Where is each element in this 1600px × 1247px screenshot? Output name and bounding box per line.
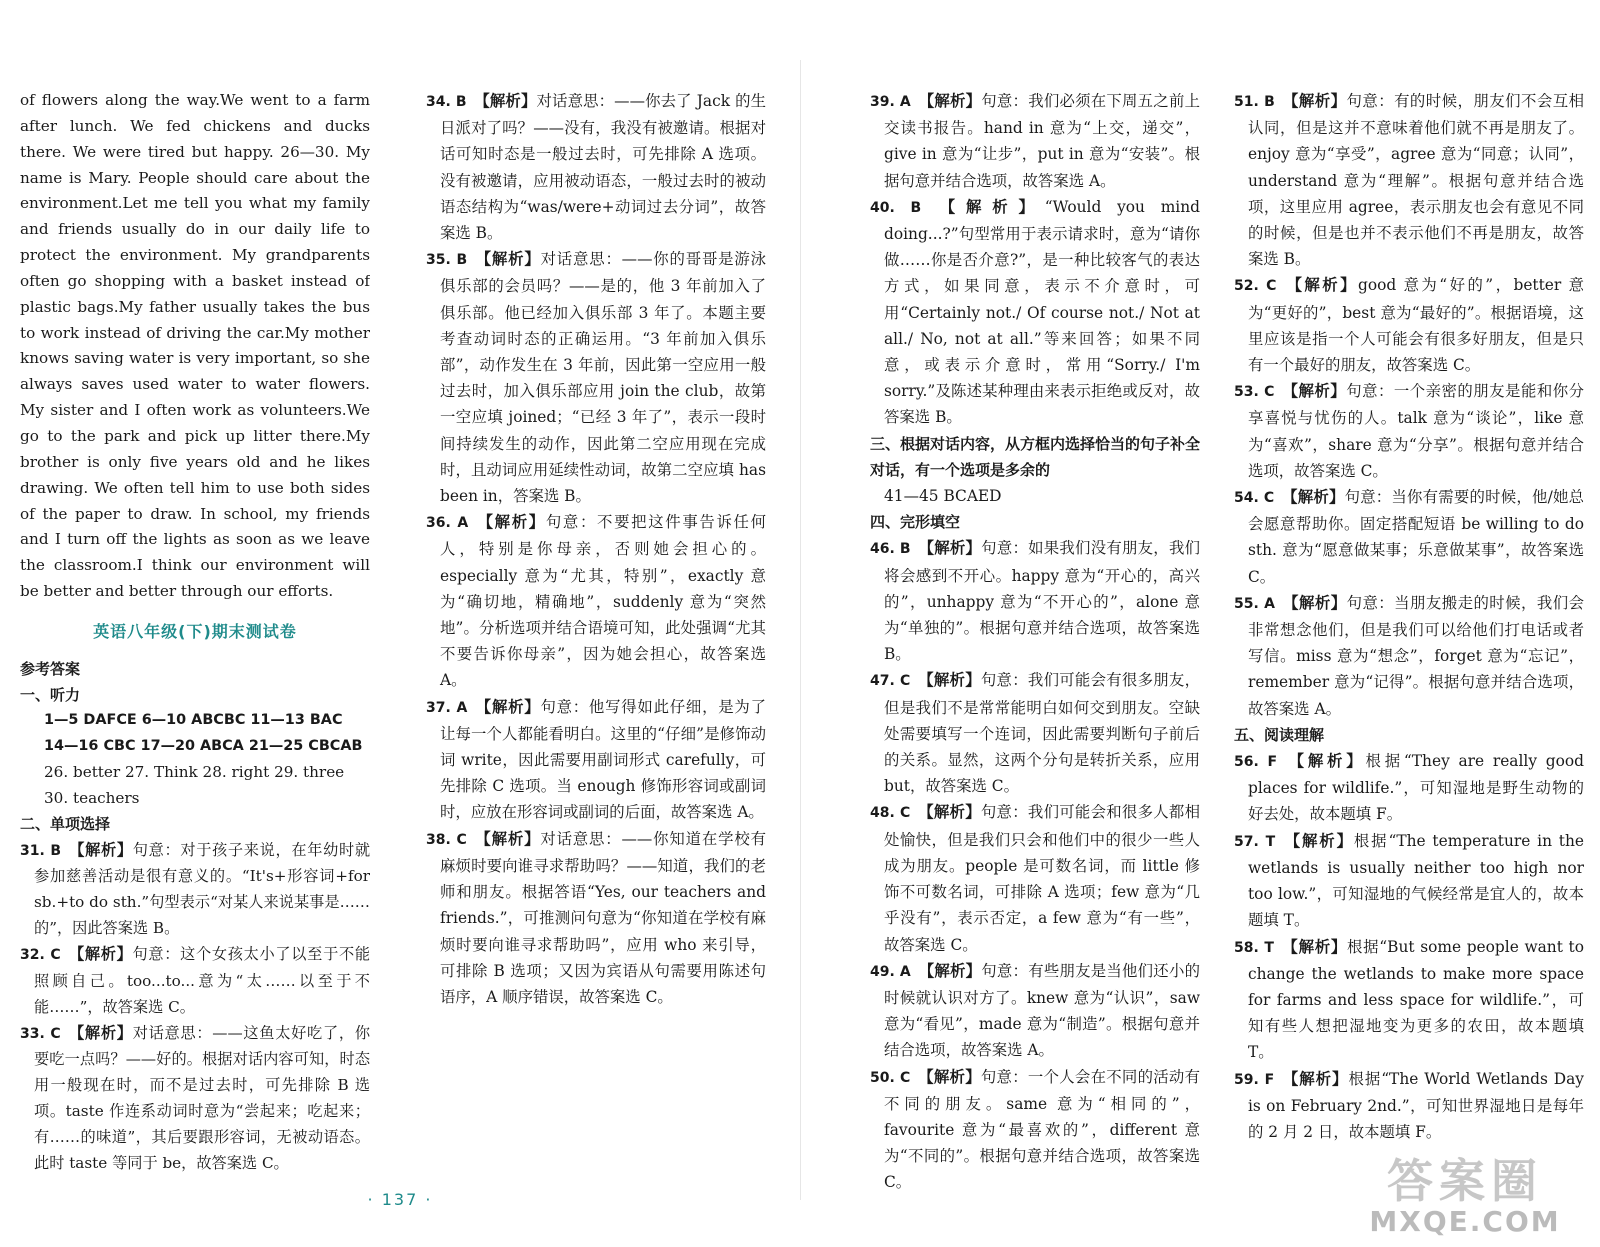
answer-item	[870, 88, 1200, 194]
analysis-tag: 【解析】	[474, 92, 537, 110]
analysis-tag: 【解析】	[918, 92, 982, 110]
analysis-text: 句意：他写得如此仔细，是为了让每一个人都能看明白。这里的“仔细”是修饰动词 write，因此需要用副词形式 carefully，可先排除 C 选项。当 enough 修饰形容词或副词时，应放在形容词或副词的后面，故答案选 A。	[440, 697, 766, 822]
analysis-tag: 【解析】	[928, 197, 1045, 216]
answer-item	[870, 667, 1200, 799]
dialogue-answer: 41—45 BCAED	[884, 487, 1002, 506]
answer-number: 48. C	[870, 805, 911, 822]
analysis-text: 根据“But some people want to change the wetlands to make more space for farms and less space for wildlife.”，可知有些人想把湿地变为更多的农田，故本题填 T。	[1248, 937, 1584, 1062]
analysis-tag: 【解析】	[1282, 382, 1347, 401]
answer-number: 38. C	[426, 831, 467, 848]
reading-heading: 五、阅读理解	[1234, 725, 1325, 744]
analysis-tag: 【解析】	[917, 1067, 981, 1086]
analysis-text: 句意：我们可能会和很多人都相处愉快，但是我们只会和他们中的很少一些人成为朋友。people 是可数名词，而 little 修饰不可数名词，可排除 A 选项；few 意为“几乎没有”，表示否定，a few 意为“有一些”，故答案选 C。	[884, 803, 1200, 954]
single-choice-items-b	[426, 88, 766, 1010]
answer-item	[426, 826, 766, 1010]
answer-item	[1234, 748, 1584, 828]
answer-item	[870, 535, 1200, 667]
answer-number: 33. C	[20, 1025, 61, 1042]
answer-number: 32. C	[20, 947, 61, 963]
column-2	[426, 88, 766, 1198]
analysis-text: “Would you mind doing...?”句型常用于表示请求时，意为“请你做……你是否介意?”，是一种比较客气的表达方式，如果同意，表示不介意时，可用“Certainly not./ Of course not./ Not at all./ No, not at all.”等来回答；如果不同意，或表示介意时，常用“Sorry./ I'm sorry.”及陈述某种理由来表示拒绝或反对，故答案选 B。	[884, 197, 1200, 427]
answer-number: 35. B	[426, 252, 468, 269]
answer-number: 50. C	[870, 1069, 911, 1086]
analysis-text: 句意：这个女孩太小了以至于不能照顾自己。too...to...意为“太……以至于不能……”，故答案选 C。	[34, 945, 370, 1016]
analysis-tag: 【解析】	[917, 671, 981, 690]
cloze-items-b	[1234, 88, 1584, 722]
single-choice-heading: 二、单项选择	[20, 814, 111, 833]
analysis-tag: 【解析】	[1282, 831, 1354, 850]
analysis-tag: 【解析】	[918, 961, 982, 980]
watermark-logo-text: 答案圈	[1387, 1154, 1543, 1208]
column-4	[1234, 88, 1584, 1198]
analysis-text: good 意为“好的”，better 意为“更好的”，best 意为“最好的”。根据语境，这里应该是指一个人可能会有很多好朋友，但是只有一个最好的朋友，故答案选 C。	[1248, 276, 1584, 375]
analysis-text: 句意：对于孩子来说，在年幼时就参加慈善活动是很有意义的。“It's+形容词+for sb.+to do sth.”句型表示“对某人来说某事是……的”，因此答案选 B。	[34, 840, 370, 938]
answer-number: 39. A	[870, 94, 911, 110]
answer-item	[870, 958, 1200, 1064]
analysis-tag: 【解析】	[1281, 488, 1345, 507]
answer-item	[426, 509, 766, 693]
answer-number: 58. T	[1234, 939, 1274, 956]
answer-number: 47. C	[870, 673, 911, 690]
answer-item	[1234, 590, 1584, 722]
reading-items	[1234, 748, 1584, 1145]
answers-heading: 参考答案	[20, 659, 81, 678]
answer-number: 36. A	[426, 515, 469, 532]
watermark-url: MXQE.COM	[1369, 1205, 1561, 1238]
right-page	[870, 88, 1586, 1198]
analysis-tag: 【解析】	[475, 513, 546, 532]
answer-number: 56. F	[1234, 754, 1278, 771]
analysis-text: 句意：如果我们没有朋友，我们将会感到不开心。happy 意为“开心的，高兴的”，unhappy 意为“不开心的”，alone 意为“单独的”。根据句意并结合选项，故答案选 B。	[884, 539, 1200, 664]
left-page	[14, 88, 794, 1198]
single-choice-items-c	[870, 88, 1200, 431]
analysis-tag: 【解析】	[1282, 593, 1347, 612]
analysis-text: 对话意思：——你的哥哥是游泳俱乐部的会员吗？——是的，他 3 年前加入了俱乐部。他已经加入俱乐部 3 年了。本题主要考查动词时态的正确运用。“3 年前加入俱乐部”，动作发生在 3 年前，因此第一空应用一般过去时，加入俱乐部应用 join the club，故第一空应填 joined；“已经 3 年了”，表示一段时间持续发生的动作，因此第二空应用现在完成时，且动词应用延续性动词，故第二空应填 has been in，答案选 B。	[440, 250, 766, 506]
column-1	[20, 88, 370, 1198]
answer-number: 57. T	[1234, 833, 1276, 850]
cloze-items-a	[870, 535, 1200, 1195]
answer-item	[426, 694, 766, 826]
answer-item	[20, 1021, 370, 1177]
answer-item	[20, 838, 370, 942]
analysis-text: 句意：不要把这件事告诉任何人，特别是你母亲，否则她会担心的。especially 意为“尤其，特别”，exactly 意为“确切地，精确地”，suddenly 意为“突然地”。分析选项并结合语境可知，此处强调“尤其不要告诉你母亲”，因为她会担心，故答案选 A。	[440, 513, 766, 690]
analysis-tag: 【解析】	[68, 1023, 133, 1042]
listening-line-4: 30. teachers	[44, 788, 140, 807]
analysis-text: 句意：有些朋友是当他们还小的时候就认识对方了。knew 意为“认识”，saw 意为“看见”，made 意为“制造”。根据句意并结合选项，故答案选 A。	[884, 961, 1200, 1060]
answer-number: 40. B	[870, 199, 922, 216]
analysis-tag: 【解析】	[1284, 276, 1358, 295]
answer-number: 37. A	[426, 699, 468, 716]
analysis-tag: 【解析】	[1284, 752, 1366, 771]
listening-line-3: 26. better 27. Think 28. right 29. three	[44, 763, 345, 782]
answer-item	[1234, 934, 1584, 1066]
analysis-text: 根据“The temperature in the wetlands is usually neither too high nor too low.”，可知湿地的气候经常是宜人的，故本题填 T。	[1248, 831, 1584, 930]
analysis-tag: 【解析】	[1281, 937, 1347, 956]
analysis-text: 句意：当朋友搬走的时候，我们会非常想念他们，但是我们可以给他们打电话或者写信。miss 意为“想念”，forget 意为“忘记”，remember 意为“记得”。根据句意并结合选项，故答案选 A。	[1248, 593, 1584, 718]
answer-number: 46. B	[870, 541, 911, 558]
analysis-text: 句意：我们必须在下周五之前上交读书报告。hand in 意为“上交，递交”，give in 意为“让步”，put in 意为“安装”。根据句意并结合选项，故答案选 A。	[884, 92, 1200, 190]
analysis-text: 句意：一个人会在不同的活动有不同的朋友。same 意为“相同的”，favourite 意为“最喜欢的”，different 意为“不同的”。根据句意并结合选项，故答案选 C。	[884, 1067, 1200, 1192]
answer-item	[1234, 88, 1584, 272]
single-choice-items-a	[20, 838, 370, 1177]
answer-item	[870, 194, 1200, 431]
answer-number: 53. C	[1234, 384, 1275, 401]
answer-item	[1234, 484, 1584, 590]
answer-item	[1234, 272, 1584, 378]
answer-item	[426, 88, 766, 246]
answer-number: 54. C	[1234, 490, 1275, 507]
answer-number: 55. A	[1234, 595, 1275, 612]
analysis-tag: 【解析】	[68, 840, 133, 859]
analysis-text: 对话意思：——你知道在学校有麻烦时要向谁寻求帮助吗？——知道，我们的老师和朋友。根据答语“Yes, our teachers and friends.”，可推测问句意为“你知道在学校有麻烦时要向谁寻求帮助吗”，应用 who 来引导，可排除 B 选项；又因为宾语从句需要用陈述句语序，A 顺序错误，故答案选 C。	[440, 829, 766, 1006]
answer-number: 49. A	[870, 963, 911, 980]
listening-line-2: 14—16 CBC 17—20 ABCA 21—25 CBCAB	[44, 738, 363, 755]
analysis-tag: 【解析】	[68, 945, 133, 963]
analysis-text: 根据“They are really good places for wildlife.”，可知湿地是野生动物的好去处，故本题填 F。	[1248, 752, 1584, 824]
analysis-text: 句意：当你有需要的时候，他/她总会愿意帮助你。固定搭配短语 be willing to do sth. 意为“愿意做某事；乐意做某事”，故答案选 C。	[1248, 488, 1584, 586]
answer-item	[1234, 828, 1584, 934]
answer-item	[1234, 1066, 1584, 1146]
passage-text: of flowers along the way.We went to a farm after lunch. We fed chickens and ducks there. We were tired but happy. 26—30. My name is Mary. People should care about the environment.Let me tell you what my family and friends usually do in our daily life to protect the environment. My grandparents often go shopping with a basket instead of plastic bags.My father usually takes the bus to work instead of driving the car.My mother knows saving water is very important, so she always saves used water to water flowers. My sister and I often work as volunteers.We go to the park and pick up litter there.My brother is only five years old and he likes drawing. We often tell him to use both sides of the paper to draw. In school, my friends and I turn off the lights as soon as we leave the classroom.I think our environment will be better and better through our efforts.	[20, 91, 370, 601]
analysis-text: 对话意思：——这鱼太好吃了，你要吃一点吗？——好的。根据对话内容可知，时态用一般现在时，而不是过去时，可先排除 B 选项。taste 作连系动词时意为“尝起来；吃起来；有……的味道”，其后要跟形容词，无被动语态。此时 taste 等同于 be，故答案选 C。	[34, 1023, 370, 1172]
gutter-divider	[800, 60, 801, 1200]
analysis-tag: 【解析】	[474, 250, 541, 269]
analysis-text: 句意：一个亲密的朋友是能和你分享喜悦与忧伤的人。talk 意为“谈论”，like 意为“喜欢”，share 意为“分享”。根据句意并结合选项，故答案选 C。	[1248, 382, 1584, 480]
analysis-tag: 【解析】	[917, 803, 981, 822]
analysis-tag: 【解析】	[475, 697, 541, 716]
analysis-tag: 【解析】	[918, 539, 982, 558]
exam-title: 英语八年级(下)期末测试卷	[93, 621, 297, 641]
answer-number: 34. B	[426, 94, 467, 110]
answer-item	[20, 942, 370, 1021]
answer-number: 59. F	[1234, 1071, 1275, 1088]
listening-heading: 一、听力	[20, 685, 81, 704]
page-number: · 137 ·	[367, 1190, 433, 1209]
analysis-text: 对话意思：——你去了 Jack 的生日派对了吗？——没有，我没有被邀请。根据对话可知时态是一般过去时，可先排除 A 选项。没有被邀请，应用被动语态，一般过去时的被动语态结构为“was/were+动词过去分词”，故答案选 B。	[440, 92, 766, 243]
analysis-text: 根据“The World Wetlands Day is on February 2nd.”，可知世界湿地日是每年的 2 月 2 日，故本题填 F。	[1248, 1069, 1584, 1141]
analysis-tag: 【解析】	[1281, 1069, 1349, 1088]
answer-item	[1234, 378, 1584, 484]
cloze-heading: 四、完形填空	[870, 513, 961, 532]
answer-item	[426, 246, 766, 509]
analysis-tag: 【解析】	[1282, 92, 1347, 110]
answer-item	[870, 1064, 1200, 1196]
listening-line-1: 1—5 DAFCE 6—10 ABCBC 11—13 BAC	[44, 712, 343, 729]
answer-item	[870, 799, 1200, 957]
analysis-tag: 【解析】	[474, 829, 541, 848]
answer-number: 51. B	[1234, 94, 1275, 110]
analysis-text: 句意：有的时候，朋友们不会互相认同，但是这并不意味着他们就不再是朋友了。enjoy 意为“享受”，agree 意为“同意；认同”，understand 意为“理解”。根据句意并结合选项，这里应用 agree，表示朋友也会有意见不同的时候，但是也并不表示他们不再是朋友，故答案选 B。	[1248, 92, 1584, 269]
column-3	[870, 88, 1200, 1198]
site-watermark	[1350, 1155, 1580, 1241]
analysis-text: 句意：我们可能会有很多朋友，但是我们不是常常能明白如何交到朋友。空缺处需要填写一个连词，因此需要判断句子前后的关系。显然，这两个分句是转折关系，应用 but，故答案选 C。	[884, 671, 1200, 796]
dialogue-heading: 三、根据对话内容，从方框内选择恰当的句子补全对话，有一个选项是多余的	[870, 434, 1200, 479]
answer-number: 31. B	[20, 842, 62, 859]
answer-number: 52. C	[1234, 278, 1277, 295]
